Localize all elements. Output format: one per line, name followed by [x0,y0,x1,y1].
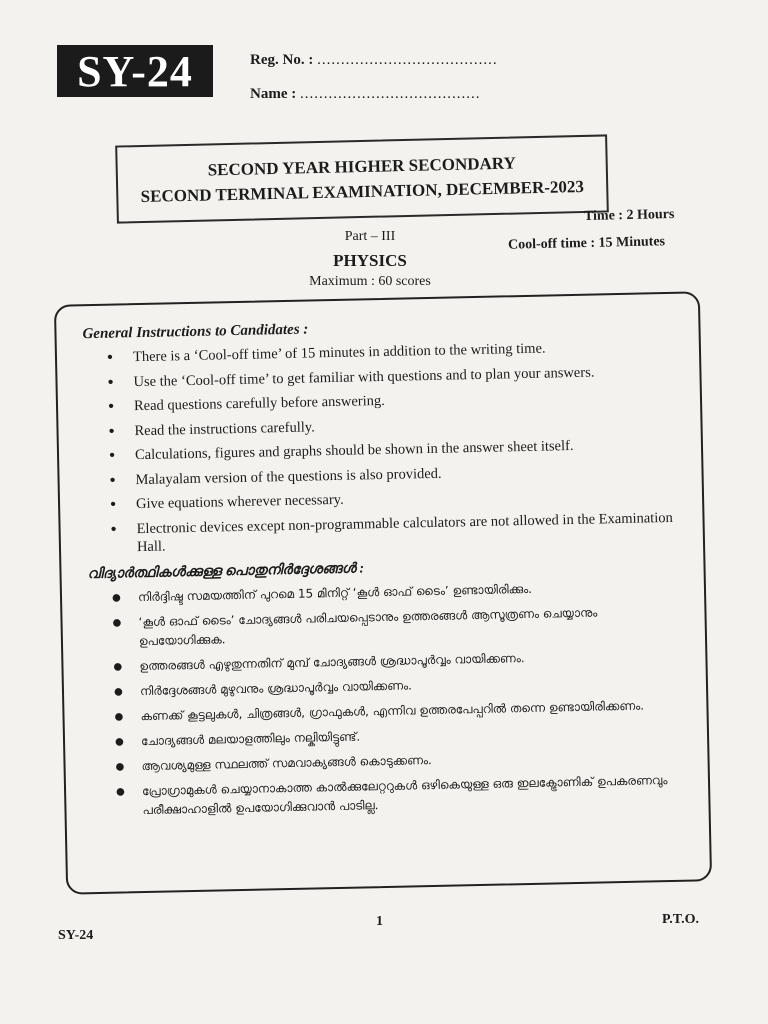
malayalam-instruction-item: ● ‘കൂൾ ഓഫ് ടൈം’ ചോദ്യങ്ങൾ പരിചയപ്പെടാനും ഉത്തരങ്ങൾ ആസൂത്രണം ചെയ്യാനും ഉപയോഗിക്കുക. [88,601,681,651]
malayalam-instruction-item: ● കണക്ക് കൂട്ടലുകൾ, ചിത്രങ്ങൾ, ഗ്രാഫുകൾ, എന്നിവ ഉത്തരപേപ്പറിൽ തന്നെ ഉണ്ടായിരിക്കണം. [90,695,682,726]
malayalam-instructions-heading: വിദ്യാർത്ഥികൾക്കുള്ള പൊതുനിർദ്ദേശങ്ങൾ : [87,560,365,582]
malayalam-instruction-item: ● നിർദ്ദേശങ്ങൾ മുഴുവനും ശ്രദ്ധാപൂർവ്വം വായിക്കണം. [90,670,682,701]
please-turn-over: P.T.O. [662,912,699,927]
malayalam-instruction-item: ● ഉത്തരങ്ങൾ എഴുതുന്നതിന് മുമ്പ് ചോദ്യങ്ങൾ ശ്രദ്ധാപൂർവ്വം വായിക്കണം. [89,645,681,676]
name-blank: ...................................... [299,86,481,102]
exam-title-line1: SECOND YEAR HIGHER SECONDARY [207,153,516,180]
instructions-heading: General Instructions to Candidates : [82,321,309,343]
paper-code-badge: SY-24 [57,45,213,97]
exam-title-box [115,134,609,223]
page-number: 1 [376,914,383,929]
cool-off-time: Cool-off time : 15 Minutes [507,234,666,253]
time-duration: Time : 2 Hours [583,206,675,225]
name-field [250,86,480,103]
reg-no-blank: ...................................... [317,52,498,68]
instruction-item: ● Use the ‘Cool-off time’ to get familiar with questions and to plan your answers. [83,361,675,391]
malayalam-instruction-item: ● ആവശ്യമുള്ള സ്ഥലത്ത് സമവാക്യങ്ങൾ കൊടുക്കണം. [91,745,683,776]
reg-no-label: Reg. No. : [250,52,314,68]
exam-part: Part – III [344,229,396,244]
instruction-item: ● Calculations, figures and graphs should be shown in the answer sheet itself. [85,435,677,465]
reg-no-field [250,52,498,69]
footer-paper-code: SY-24 [58,928,94,943]
malayalam-instruction-item: ● ചോദ്യങ്ങൾ മലയാളത്തിലും നല്കിയിട്ടുണ്ട്. [91,720,683,751]
instruction-item: ● Give equations wherever necessary. [86,484,678,514]
malayalam-instructions-list [88,576,685,820]
instruction-item: ● Read the instructions carefully. [84,410,676,440]
instruction-item: ● There is a ‘Cool-off time’ of 15 minutes in addition to the writing time. [83,337,675,367]
malayalam-instruction-item: ● നിർദ്ദിഷ്ട സമയത്തിന് പുറമെ 15 മിനിറ്റ് ‘കൂൾ ഓഫ് ടൈം’ ഉണ്ടായിരിക്കും. [88,576,680,607]
malayalam-instruction-item: ● പ്രോഗ്രാമുകൾ ചെയ്യാനാകാത്ത കാൽക്കുലേറ്ററുകൾ ഒഴികെയുള്ള ഒരു ഇലക്ട്രോണിക് ഉപകരണവും പരീക്ഷാഹാളിൽ ഉപയോഗിക്കുവാൻ പാടില്ല. [92,770,685,820]
instructions-list [83,337,679,557]
exam-subject: PHYSICS [333,251,407,270]
name-label: Name : [250,86,297,102]
instruction-item: ● Electronic devices except non-programmable calculators are not allowed in the Examination Hall. [86,508,679,556]
maximum-score: Maximum : 60 scores [309,274,431,289]
instruction-item: ● Malayalam version of the questions is also provided. [85,459,677,489]
exam-title-line2: SECOND TERMINAL EXAMINATION, DECEMBER-2023 [140,176,585,207]
instructions-box [54,291,712,894]
instruction-item: ● Read questions carefully before answering. [84,386,676,416]
